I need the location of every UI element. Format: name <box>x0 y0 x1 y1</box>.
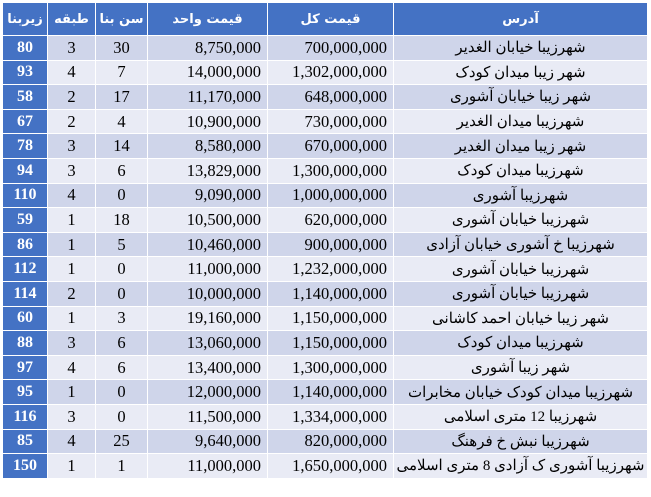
property-table <box>2 2 648 479</box>
total-price-cell[interactable]: 1,302,000,000 <box>268 60 394 85</box>
total-price-cell[interactable]: 1,232,000,000 <box>268 257 394 282</box>
total-price-cell[interactable]: 1,334,000,000 <box>268 404 394 429</box>
age-cell[interactable]: 0 <box>96 183 148 208</box>
floor-cell[interactable]: 4 <box>48 183 96 208</box>
area-cell[interactable]: 95 <box>3 380 48 405</box>
age-cell[interactable]: 18 <box>96 208 148 233</box>
unit-price-cell[interactable]: 11,170,000 <box>148 85 268 110</box>
unit-price-cell[interactable]: 8,580,000 <box>148 134 268 159</box>
age-cell[interactable]: 17 <box>96 85 148 110</box>
table-row[interactable] <box>3 85 648 110</box>
age-cell[interactable]: 25 <box>96 429 148 454</box>
floor-cell[interactable]: 1 <box>48 232 96 257</box>
unit-price-cell[interactable]: 13,400,000 <box>148 355 268 380</box>
floor-cell[interactable]: 3 <box>48 158 96 183</box>
age-cell[interactable]: 0 <box>96 281 148 306</box>
table-row[interactable] <box>3 331 648 356</box>
area-cell[interactable]: 114 <box>3 281 48 306</box>
area-cell[interactable]: 58 <box>3 85 48 110</box>
age-cell[interactable]: 7 <box>96 60 148 85</box>
age-cell[interactable]: 6 <box>96 331 148 356</box>
area-cell[interactable]: 88 <box>3 331 48 356</box>
unit-price-cell[interactable]: 14,000,000 <box>148 60 268 85</box>
address-cell[interactable]: شهر زیبا خیابان احمد کاشانی <box>394 306 648 331</box>
area-cell[interactable]: 60 <box>3 306 48 331</box>
total-price-cell[interactable]: 1,300,000,000 <box>268 158 394 183</box>
address-cell[interactable]: شهرزیبا آشوری ک آزادی 8 متری اسلامی <box>394 454 648 479</box>
total-price-cell[interactable]: 1,000,000,000 <box>268 183 394 208</box>
unit-price-cell[interactable]: 13,060,000 <box>148 331 268 356</box>
age-cell[interactable]: 3 <box>96 306 148 331</box>
age-cell[interactable]: 30 <box>96 36 148 61</box>
total-price-cell[interactable]: 1,150,000,000 <box>268 306 394 331</box>
table-row[interactable] <box>3 232 648 257</box>
address-cell[interactable]: شهرزیبا خیابان آشوری <box>394 281 648 306</box>
area-cell[interactable]: 67 <box>3 109 48 134</box>
age-cell[interactable]: 0 <box>96 380 148 405</box>
floor-cell[interactable]: 3 <box>48 134 96 159</box>
header-unit-price[interactable]: قیمت واحد <box>148 3 268 36</box>
unit-price-cell[interactable]: 11,000,000 <box>148 454 268 479</box>
total-price-cell[interactable]: 1,140,000,000 <box>268 281 394 306</box>
total-price-cell[interactable]: 730,000,000 <box>268 109 394 134</box>
header-age[interactable]: سن بنا <box>96 3 148 36</box>
floor-cell[interactable]: 1 <box>48 454 96 479</box>
floor-cell[interactable]: 4 <box>48 429 96 454</box>
area-cell[interactable]: 80 <box>3 36 48 61</box>
floor-cell[interactable]: 4 <box>48 355 96 380</box>
table-row[interactable] <box>3 109 648 134</box>
total-price-cell[interactable]: 820,000,000 <box>268 429 394 454</box>
table-row[interactable] <box>3 429 648 454</box>
total-price-cell[interactable]: 1,140,000,000 <box>268 380 394 405</box>
floor-cell[interactable]: 1 <box>48 257 96 282</box>
area-cell[interactable]: 116 <box>3 404 48 429</box>
age-cell[interactable]: 1 <box>96 454 148 479</box>
header-area[interactable]: زیربنا <box>3 3 48 36</box>
area-cell[interactable]: 94 <box>3 158 48 183</box>
age-cell[interactable]: 5 <box>96 232 148 257</box>
address-cell[interactable]: شهرزیبا خ آشوری خیابان آزادی <box>394 232 648 257</box>
address-cell[interactable]: شهر زیبا آشوری <box>394 355 648 380</box>
table-row[interactable] <box>3 208 648 233</box>
total-price-cell[interactable]: 1,650,000,000 <box>268 454 394 479</box>
table-row[interactable] <box>3 60 648 85</box>
table-row[interactable] <box>3 134 648 159</box>
area-cell[interactable]: 59 <box>3 208 48 233</box>
unit-price-cell[interactable]: 19,160,000 <box>148 306 268 331</box>
floor-cell[interactable]: 3 <box>48 331 96 356</box>
unit-price-cell[interactable]: 10,900,000 <box>148 109 268 134</box>
unit-price-cell[interactable]: 12,000,000 <box>148 380 268 405</box>
address-cell[interactable]: شهرزیبا میدان الغدیر <box>394 109 648 134</box>
unit-price-cell[interactable]: 10,500,000 <box>148 208 268 233</box>
unit-price-cell[interactable]: 11,500,000 <box>148 404 268 429</box>
total-price-cell[interactable]: 1,150,000,000 <box>268 331 394 356</box>
table-row[interactable] <box>3 355 648 380</box>
floor-cell[interactable]: 1 <box>48 306 96 331</box>
total-price-cell[interactable]: 620,000,000 <box>268 208 394 233</box>
unit-price-cell[interactable]: 9,090,000 <box>148 183 268 208</box>
header-floor[interactable]: طبقه <box>48 3 96 36</box>
header-address[interactable]: آدرس <box>394 3 648 36</box>
floor-cell[interactable]: 2 <box>48 85 96 110</box>
address-cell[interactable]: شهر زیبا میدان کودک <box>394 60 648 85</box>
table-row[interactable] <box>3 454 648 479</box>
address-cell[interactable]: شهرزیبا 12 متری اسلامی <box>394 404 648 429</box>
address-cell[interactable]: شهر زیبا خیابان آشوری <box>394 85 648 110</box>
floor-cell[interactable]: 1 <box>48 208 96 233</box>
address-cell[interactable]: شهرزیبا میدان کودک <box>394 158 648 183</box>
table-row[interactable] <box>3 183 648 208</box>
unit-price-cell[interactable]: 10,000,000 <box>148 281 268 306</box>
unit-price-cell[interactable]: 11,000,000 <box>148 257 268 282</box>
age-cell[interactable]: 6 <box>96 158 148 183</box>
unit-price-cell[interactable]: 8,750,000 <box>148 36 268 61</box>
floor-cell[interactable]: 3 <box>48 404 96 429</box>
age-cell[interactable]: 14 <box>96 134 148 159</box>
address-cell[interactable]: شهرزیبا میدان کودک <box>394 331 648 356</box>
address-cell[interactable]: شهرزیبا خیابان آشوری <box>394 208 648 233</box>
unit-price-cell[interactable]: 9,640,000 <box>148 429 268 454</box>
area-cell[interactable]: 110 <box>3 183 48 208</box>
total-price-cell[interactable]: 648,000,000 <box>268 85 394 110</box>
floor-cell[interactable]: 3 <box>48 36 96 61</box>
address-cell[interactable]: شهرزیبا خیابان الغدیر <box>394 36 648 61</box>
unit-price-cell[interactable]: 10,460,000 <box>148 232 268 257</box>
area-cell[interactable]: 97 <box>3 355 48 380</box>
table-row[interactable] <box>3 306 648 331</box>
table-row[interactable] <box>3 158 648 183</box>
address-cell[interactable]: شهرزیبا آشوری <box>394 183 648 208</box>
area-cell[interactable]: 78 <box>3 134 48 159</box>
total-price-cell[interactable]: 670,000,000 <box>268 134 394 159</box>
total-price-cell[interactable]: 1,300,000,000 <box>268 355 394 380</box>
area-cell[interactable]: 112 <box>3 257 48 282</box>
address-cell[interactable]: شهرزیبا نبش خ فرهنگ <box>394 429 648 454</box>
table-row[interactable] <box>3 281 648 306</box>
floor-cell[interactable]: 4 <box>48 60 96 85</box>
area-cell[interactable]: 85 <box>3 429 48 454</box>
age-cell[interactable]: 6 <box>96 355 148 380</box>
area-cell[interactable]: 150 <box>3 454 48 479</box>
address-cell[interactable]: شهرزیبا خیابان آشوری <box>394 257 648 282</box>
table-row[interactable] <box>3 257 648 282</box>
address-cell[interactable]: شهرزیبا میدان کودک خیابان مخابرات <box>394 380 648 405</box>
floor-cell[interactable]: 2 <box>48 281 96 306</box>
total-price-cell[interactable]: 700,000,000 <box>268 36 394 61</box>
floor-cell[interactable]: 2 <box>48 109 96 134</box>
age-cell[interactable]: 0 <box>96 404 148 429</box>
address-cell[interactable]: شهر زیبا میدان الغدیر <box>394 134 648 159</box>
age-cell[interactable]: 4 <box>96 109 148 134</box>
table-row[interactable] <box>3 380 648 405</box>
header-row <box>3 3 648 36</box>
area-cell[interactable]: 86 <box>3 232 48 257</box>
area-cell[interactable]: 93 <box>3 60 48 85</box>
floor-cell[interactable]: 1 <box>48 380 96 405</box>
age-cell[interactable]: 0 <box>96 257 148 282</box>
table-row[interactable] <box>3 36 648 61</box>
table-row[interactable] <box>3 404 648 429</box>
total-price-cell[interactable]: 900,000,000 <box>268 232 394 257</box>
unit-price-cell[interactable]: 13,829,000 <box>148 158 268 183</box>
header-total-price[interactable]: قیمت کل <box>268 3 394 36</box>
